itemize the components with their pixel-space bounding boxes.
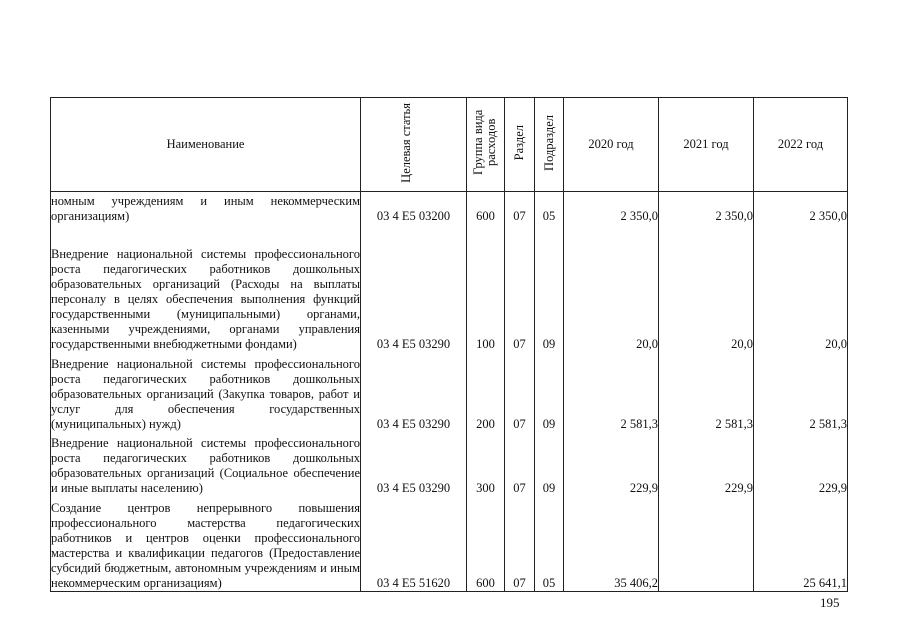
- row-2022: 20,0: [754, 224, 848, 352]
- page-number: 195: [820, 595, 840, 610]
- header-expense-group: Группа вида расходов: [467, 98, 505, 192]
- row-2022: 2 350,0: [754, 192, 848, 224]
- table-row: [51, 192, 848, 224]
- row-target: 03 4 Е5 51620: [361, 496, 467, 592]
- row-name: номным учреждениям и иным некоммерческим организациям): [51, 193, 360, 223]
- row-section: 07: [505, 432, 535, 496]
- row-target: 03 4 Е5 03290: [361, 432, 467, 496]
- row-target: 03 4 Е5 03200: [361, 192, 467, 224]
- row-2021: 2 581,3: [659, 352, 754, 432]
- row-section: 07: [505, 496, 535, 592]
- table-header-row: [51, 98, 848, 192]
- row-2020: 20,0: [564, 224, 659, 352]
- row-2020: 35 406,2: [564, 496, 659, 592]
- row-section: 07: [505, 224, 535, 352]
- header-target-article: Целевая статья: [361, 98, 467, 192]
- row-section: 07: [505, 192, 535, 224]
- row-2020: 2 581,3: [564, 352, 659, 432]
- row-subsection: 05: [535, 496, 564, 592]
- row-name: Создание центров непрерывного повышения профессионального мастерства педагогических работников и центров оценки профессионального мастерства и квалификации педагогов (Предоставление субсидий бюджетным, автономным учреждениям и иным некоммерческим организациям): [51, 496, 361, 592]
- table-row: [51, 496, 848, 592]
- row-2021: [659, 496, 754, 592]
- row-2021: 20,0: [659, 224, 754, 352]
- row-target: 03 4 Е5 03290: [361, 352, 467, 432]
- header-section: Раздел: [505, 98, 535, 192]
- row-subsection: 09: [535, 224, 564, 352]
- row-2021: 2 350,0: [659, 192, 754, 224]
- row-name: Внедрение национальной системы профессионального роста педагогических работников дошкольных образовательных организаций (Расходы на выплаты персоналу в целях обеспечения выполнения функций государственными (муниципальными) органами, казенными учреждениями, органами управления государственными внебюджетными фондами): [51, 224, 361, 352]
- row-subsection: 09: [535, 432, 564, 496]
- row-2022: 229,9: [754, 432, 848, 496]
- row-name: Внедрение национальной системы профессионального роста педагогических работников дошкольных образовательных организаций (Социальное обеспечение и иные выплаты населению): [51, 432, 361, 496]
- header-name: Наименование: [51, 98, 361, 192]
- row-2020: 229,9: [564, 432, 659, 496]
- row-subsection: 05: [535, 192, 564, 224]
- row-name: Внедрение национальной системы профессионального роста педагогических работников дошкольных образовательных организаций (Закупка товаров, работ и услуг для обеспечения государственных (муниципальных) нужд): [51, 352, 361, 432]
- row-subsection: 09: [535, 352, 564, 432]
- header-year-2020: 2020 год: [564, 98, 659, 192]
- row-2022: 2 581,3: [754, 352, 848, 432]
- row-2022: 25 641,1: [754, 496, 848, 592]
- row-section: 07: [505, 352, 535, 432]
- row-group: 200: [467, 352, 505, 432]
- row-group: 100: [467, 224, 505, 352]
- header-year-2022: 2022 год: [754, 98, 848, 192]
- row-target: 03 4 Е5 03290: [361, 224, 467, 352]
- header-subsection: Подраздел: [535, 98, 564, 192]
- header-year-2021: 2021 год: [659, 98, 754, 192]
- row-2020: 2 350,0: [564, 192, 659, 224]
- table-row: [51, 224, 848, 352]
- row-group: 600: [467, 496, 505, 592]
- table-row: [51, 432, 848, 496]
- row-2021: 229,9: [659, 432, 754, 496]
- row-group: 600: [467, 192, 505, 224]
- table-row: [51, 352, 848, 432]
- row-group: 300: [467, 432, 505, 496]
- budget-table: [50, 97, 848, 592]
